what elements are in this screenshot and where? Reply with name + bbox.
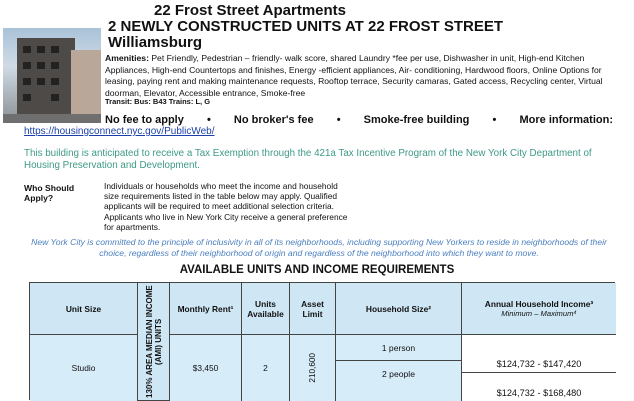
building-name: 22 Frost Street Apartments xyxy=(154,2,346,19)
header-asset-limit: Asset Limit xyxy=(290,283,336,335)
notices-row xyxy=(105,114,613,126)
annual-income-label: Annual Household Income³ xyxy=(484,298,594,309)
notice-no-broker-fee: No broker's fee xyxy=(233,114,314,126)
header-units-available: Units Available xyxy=(242,283,290,335)
building-window xyxy=(23,94,31,101)
building-window xyxy=(51,62,59,69)
notice-no-fee: No fee to apply xyxy=(105,114,184,126)
notice-smoke-free: Smoke-free building xyxy=(363,114,470,126)
building-window xyxy=(51,94,59,101)
notice-more-info: More information: xyxy=(519,114,613,126)
amenities-paragraph xyxy=(105,53,610,99)
building-window xyxy=(37,62,45,69)
units-heading: 2 NEWLY CONSTRUCTED UNITS AT 22 FROST STREET xyxy=(108,18,504,35)
neighborhood: Williamsburg xyxy=(108,34,203,51)
building-window xyxy=(23,78,31,85)
street xyxy=(3,114,101,123)
tax-exemption-note: This building is anticipated to receive a Tax Exemption through the 421a Tax Incentive Program of the New York City Department of Housing Preservation and Development. xyxy=(24,148,592,171)
adjacent-building xyxy=(71,50,101,114)
ami-label: 130% AREA MEDIAN INCOME (AMI) UNITS xyxy=(144,285,163,398)
building-photo xyxy=(3,28,101,123)
who-should-apply-heading: Who Should Apply? xyxy=(24,183,75,203)
inclusivity-statement: New York City is committed to the principle of inclusivity in all of its neighborhoods, including supporting New Yorkers to reside in neighborhoods of their choice, regardless of their neighborhood of origin and regardless of the neighborhood into which they want to move. xyxy=(31,237,607,258)
header-annual-income xyxy=(462,283,616,335)
cell-household-size: 1 person xyxy=(336,335,462,361)
who-should-apply-text: Individuals or households who meet the income and household size requirements listed in the table below may apply. Qualified applicants will be required to meet additional selection criteria. Applicants who live in New York City receive a general preference for apartments. xyxy=(104,181,348,232)
cell-unit-size: Studio xyxy=(30,335,138,401)
cell-monthly-rent: $3,450 xyxy=(170,335,242,401)
housing-connect-link[interactable]: https://housingconnect.nyc.gov/PublicWeb/ xyxy=(24,126,215,137)
units-income-table xyxy=(29,282,615,400)
asset-limit-value: 210,600 xyxy=(308,353,317,383)
building-window xyxy=(23,46,31,53)
header-household-size: Household Size² xyxy=(336,283,462,335)
building-window xyxy=(51,46,59,53)
table-title: AVAILABLE UNITS AND INCOME REQUIREMENTS xyxy=(179,264,455,276)
building-window xyxy=(37,78,45,85)
building-window xyxy=(23,62,31,69)
transit-info: Transit: Bus: B43 Trains: L, G xyxy=(105,97,211,106)
building-window xyxy=(37,46,45,53)
income-range-label: Minimum – Maximum⁴ xyxy=(501,308,577,318)
cell-units-available: 2 xyxy=(242,335,290,401)
amenities-label: Amenities: xyxy=(105,53,149,63)
building-window xyxy=(51,78,59,85)
bullet: • xyxy=(336,114,341,126)
header-ami xyxy=(138,283,170,401)
bullet: • xyxy=(206,114,211,126)
amenities-text: Pet Friendly, Pedestrian – friendly- walk score, shared Laundry *fee per use, Dishwasher in unit, High-end Kitchen Appliances, High-end Countertops and finishes, Energy -efficient appliances, Air- conditioning, Hardwood floors, Online Options for leasing, paying rent and making maintenance requests, Rooftop terrace, Security camaras, Gated access, Recycling center, Virtual doorman, Elevator, Accessible entrance, Smoke-free xyxy=(105,53,603,98)
cell-annual-income: $124,732 - $147,420 xyxy=(462,335,616,373)
cell-annual-income: $124,732 - $168,480 xyxy=(462,373,616,401)
header-unit-size: Unit Size xyxy=(30,283,138,335)
cell-asset-limit xyxy=(290,335,336,401)
header-monthly-rent: Monthly Rent¹ xyxy=(170,283,242,335)
cell-spacer xyxy=(336,387,462,401)
bullet: • xyxy=(492,114,497,126)
cell-household-size: 2 people xyxy=(336,361,462,387)
